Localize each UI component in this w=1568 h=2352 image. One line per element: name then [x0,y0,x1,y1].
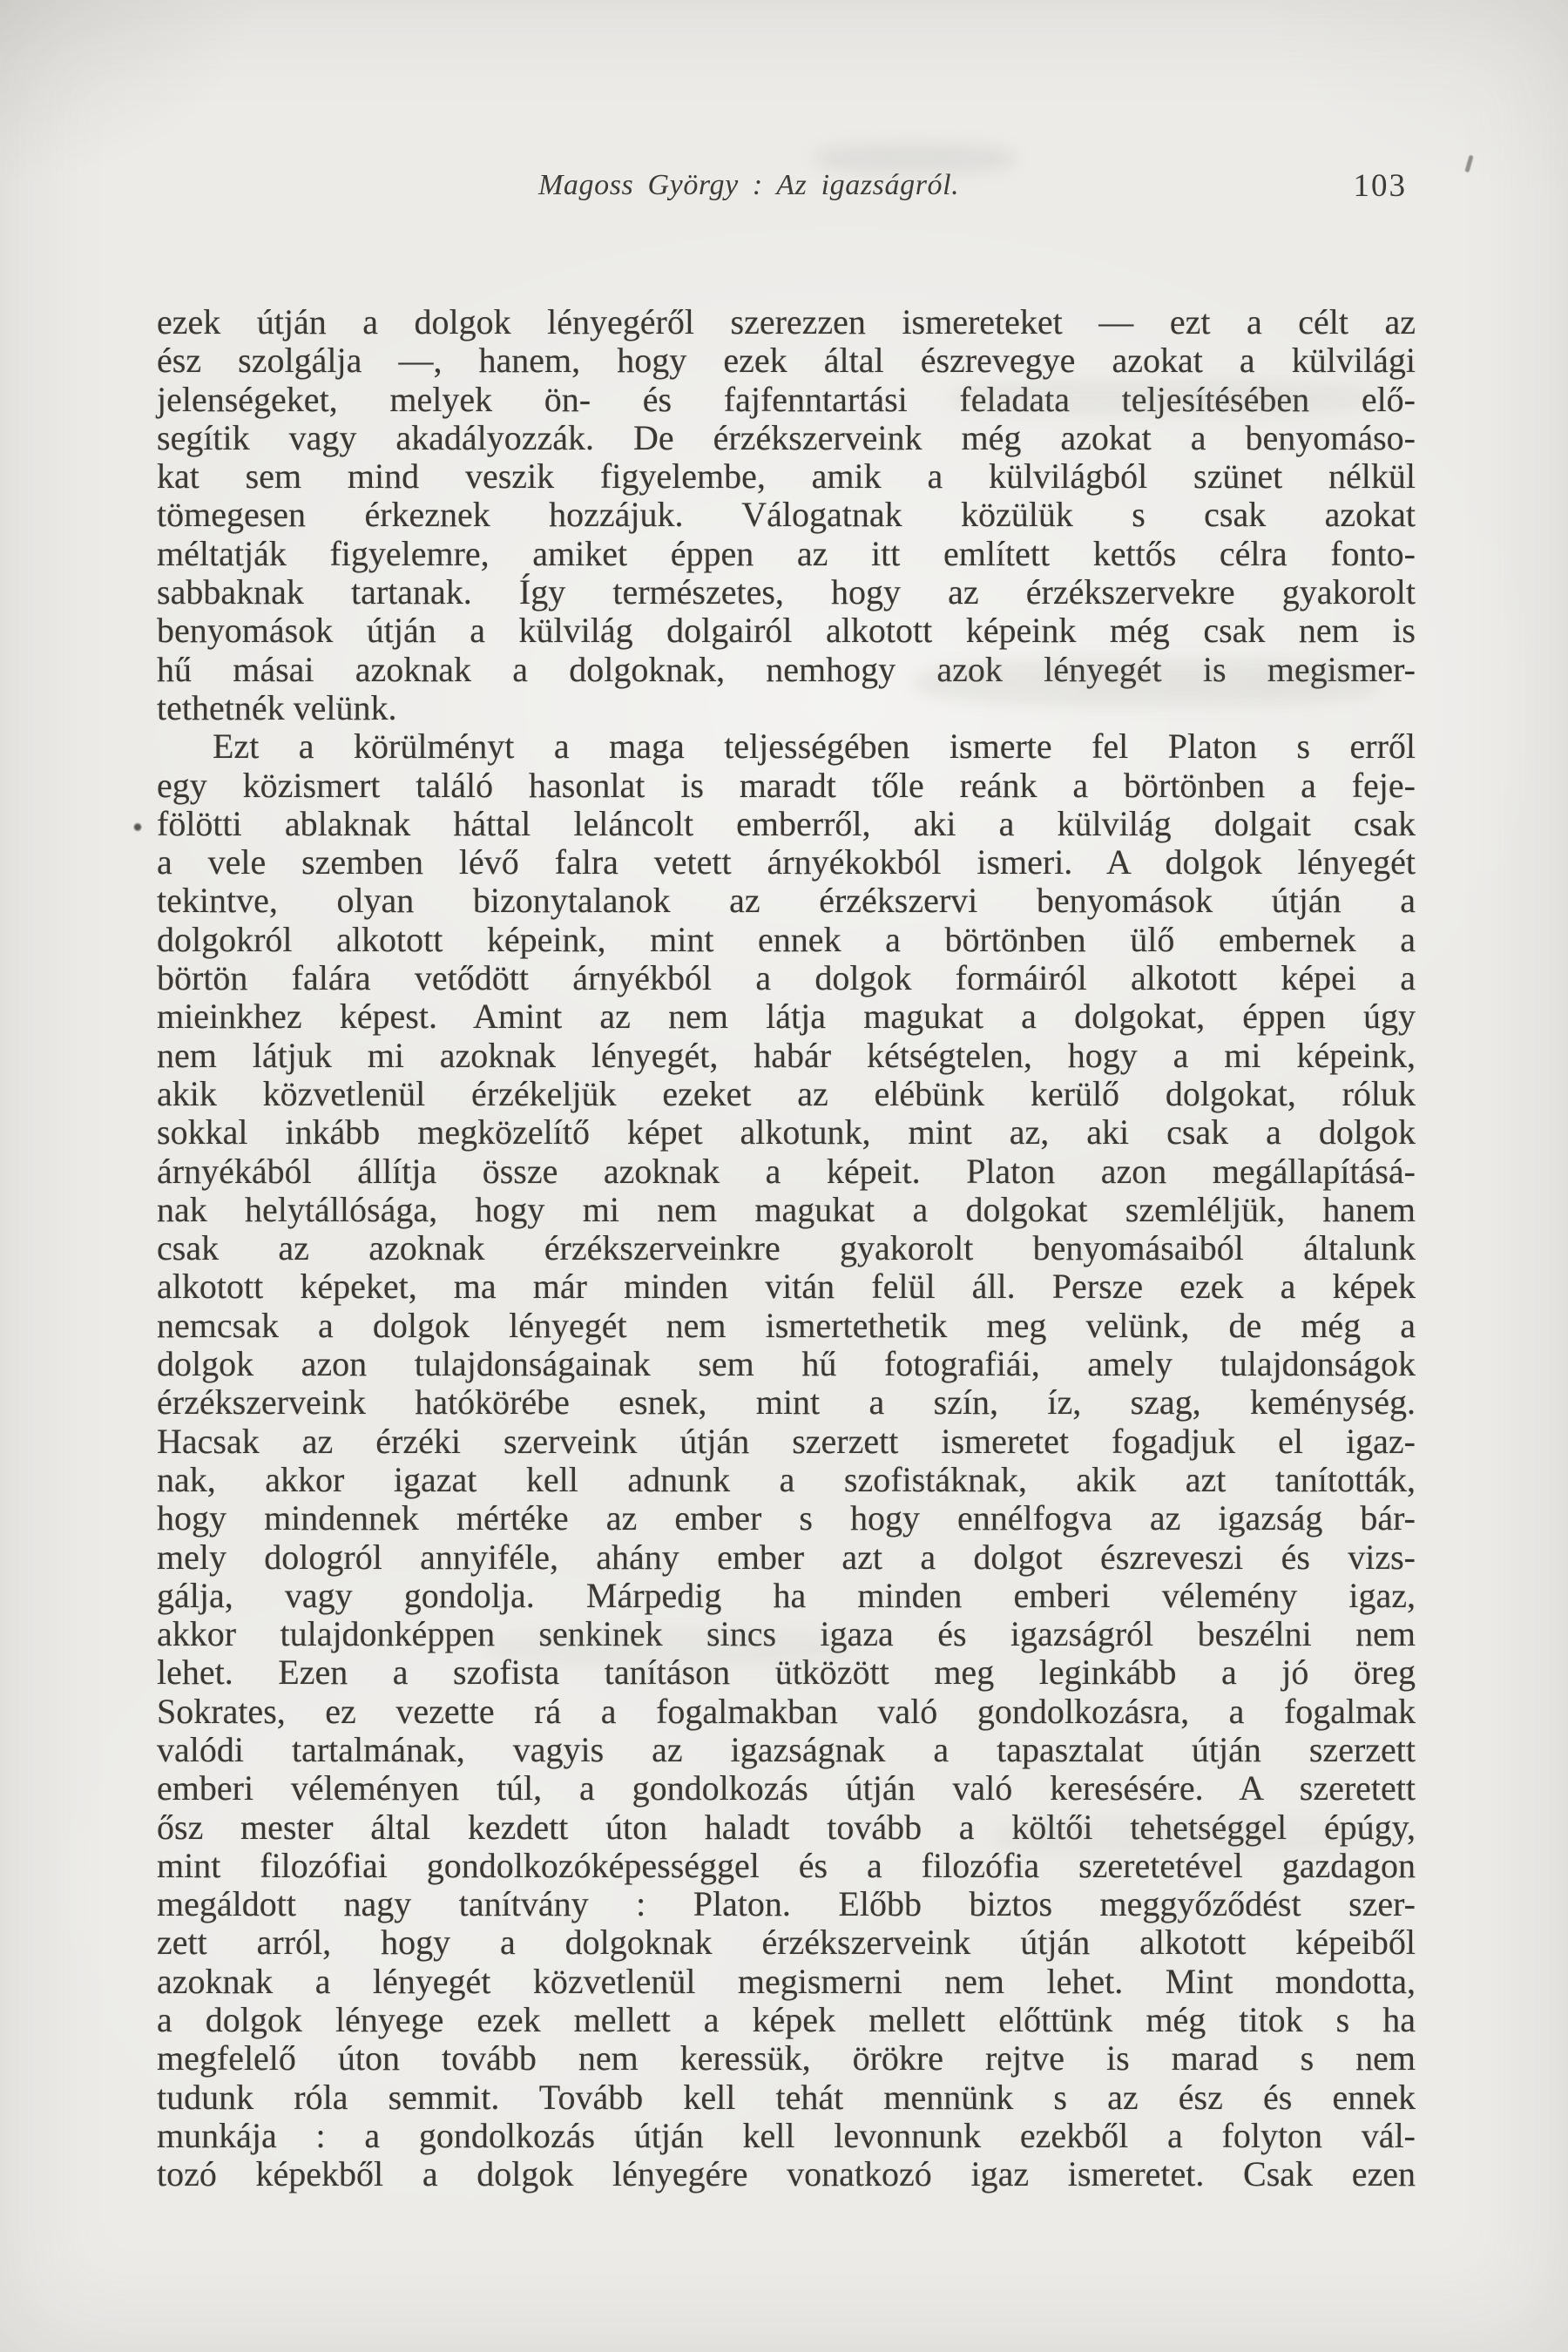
text-line: mely dologról annyiféle, ahány ember azt a dolgot észreveszi és vizs- [157,1537,1416,1577]
text-line: a vele szemben lévő falra vetett árnyékokból ismeri. A dolgok lényegét [157,842,1416,882]
text-line: megáldott nagy tanítvány : Platon. Előbb biztos meggyőződést szer- [157,1884,1416,1924]
text-line: emberi véleményen túl, a gondolkozás útján való keresésére. A szeretett [157,1768,1416,1808]
text-line: benyomások útján a külvilág dolgairól alkotott képeink még csak nem is [157,611,1416,651]
text-line: nak, akkor igazat kell adnunk a szofistáknak, akik azt tanították, [157,1459,1416,1499]
text-line: valódi tartalmának, vagyis az igazságnak a tapasztalat útján szerzett [157,1729,1416,1769]
text-line: ezek útján a dolgok lényegéről szerezzen ismereteket — ezt a célt az [157,302,1416,341]
text-line: tudunk róla semmit. Tovább kell tehát mennünk s az ész és ennek [157,2077,1416,2117]
text-line: lehet. Ezen a szofista tanításon ütközött meg leginkább a jó öreg [157,1652,1416,1693]
text-line: börtön falára vetődött árnyékból a dolgok formáiról alkotott képei a [157,958,1416,998]
text-line: akkor tulajdonképpen senkinek sincs igaza és igazságról beszélni nem [157,1614,1416,1654]
text-line: méltatják figyelemre, amiket éppen az itt említett kettős célra fonto- [157,533,1416,573]
text-line: fölötti ablaknak háttal leláncolt emberről, aki a külvilág dolgait csak [157,803,1416,843]
text-line: a dolgok lényege ezek mellett a képek mellett előttünk még titok s ha [157,2000,1416,2040]
text-line: sabbaknak tartanak. Így természetes, hogy az érzékszervekre gyakorolt [157,572,1416,612]
text-line: zett arról, hogy a dolgoknak érzékszerveink útján alkotott képeiből [157,1923,1416,1963]
text-line: tozó képekből a dolgok lényegére vonatkozó igaz ismeretet. Csak ezen [157,2154,1416,2194]
text-line: Ezt a körülményt a maga teljességében ismerte fel Platon s erről [213,727,1416,767]
text-line: nak helytállósága, hogy mi nem magukat a dolgokat szemléljük, hanem [157,1189,1416,1229]
text-line: Sokrates, ez vezette rá a fogalmakban való gondolkozásra, a fogalmak [157,1691,1416,1731]
scan-edge-mark [1464,155,1473,173]
text-line: megfelelő úton tovább nem keressük, örökre rejtve is marad s nem [157,2038,1416,2078]
text-line: munkája : a gondolkozás útján kell levonnunk ezekből a folyton vál- [157,2115,1416,2155]
body-text [157,303,1416,2194]
text-line: hogy mindennek mértéke az ember s hogy ennélfogva az igazság bár- [157,1498,1416,1538]
text-line: hű másai azoknak a dolgoknak, nemhogy azok lényegét is megismer- [157,649,1416,689]
margin-ink-dot [133,822,142,832]
text-line: mieinkhez képest. Amint az nem látja magukat a dolgokat, éppen úgy [157,997,1416,1037]
running-title: Magoss György : Az igazságról. [538,169,960,201]
text-line: csak az azoknak érzékszerveinkre gyakorolt benyomásaiból általunk [157,1228,1416,1268]
text-line: mint filozófiai gondolkozóképességgel és a filozófia szeretetével gazdagon [157,1845,1416,1885]
text-line: segítik vagy akadályozzák. De érzékszerveink még azokat a benyomáso- [157,417,1416,457]
text-line: gálja, vagy gondolja. Márpedig ha minden emberi vélemény igaz, [157,1575,1416,1615]
text-line: érzékszerveink hatókörébe esnek, mint a szín, íz, szag, keménység. [157,1382,1416,1423]
text-line: akik közvetlenül érzékeljük ezeket az elébünk kerülő dolgokat, róluk [157,1073,1416,1113]
text-line: tethetnék velünk. [157,687,397,727]
text-line: Hacsak az érzéki szerveink útján szerzett ismeretet fogadjuk el igaz- [157,1421,1416,1461]
page-number: 103 [1353,168,1407,204]
text-line: sokkal inkább megközelítő képet alkotunk, mint az, aki csak a dolgok [157,1112,1416,1152]
text-line: árnyékából állítja össze azoknak a képeit. Platon azon megállapításá- [157,1151,1416,1191]
running-head [157,167,1416,209]
text-line: alkotott képeket, ma már minden vitán felül áll. Persze ezek a képek [157,1267,1416,1307]
text-line: dolgok azon tulajdonságainak sem hű fotografiái, amely tulajdonságok [157,1344,1416,1384]
text-line: azoknak a lényegét közvetlenül megismerni nem lehet. Mint mondotta, [157,1961,1416,2001]
text-line: nemcsak a dolgok lényegét nem ismertethetik meg velünk, de még a [157,1305,1416,1345]
text-line: nem látjuk mi azoknak lényegét, habár kétségtelen, hogy a mi képeink, [157,1035,1416,1075]
text-line: egy közismert találó hasonlat is maradt tőle reánk a börtönben a feje- [157,765,1416,805]
text-line: ősz mester által kezdett úton haladt tovább a költői tehetséggel épúgy, [157,1807,1416,1847]
text-line: tömegesen érkeznek hozzájuk. Válogatnak közülük s csak azokat [157,495,1416,535]
text-line: kat sem mind veszik figyelembe, amik a külvilágból szünet nélkül [157,456,1416,497]
text-line: tekintve, olyan bizonytalanok az érzékszervi benyomások útján a [157,881,1416,921]
text-line: jelenségeket, melyek ön- és fajfenntartási feladata teljesítésében elő- [157,379,1416,419]
text-line: ész szolgálja —, hanem, hogy ezek által észrevegye azokat a külvilági [157,341,1416,381]
text-line: dolgokról alkotott képeink, mint ennek a börtönben ülő embernek a [157,919,1416,959]
